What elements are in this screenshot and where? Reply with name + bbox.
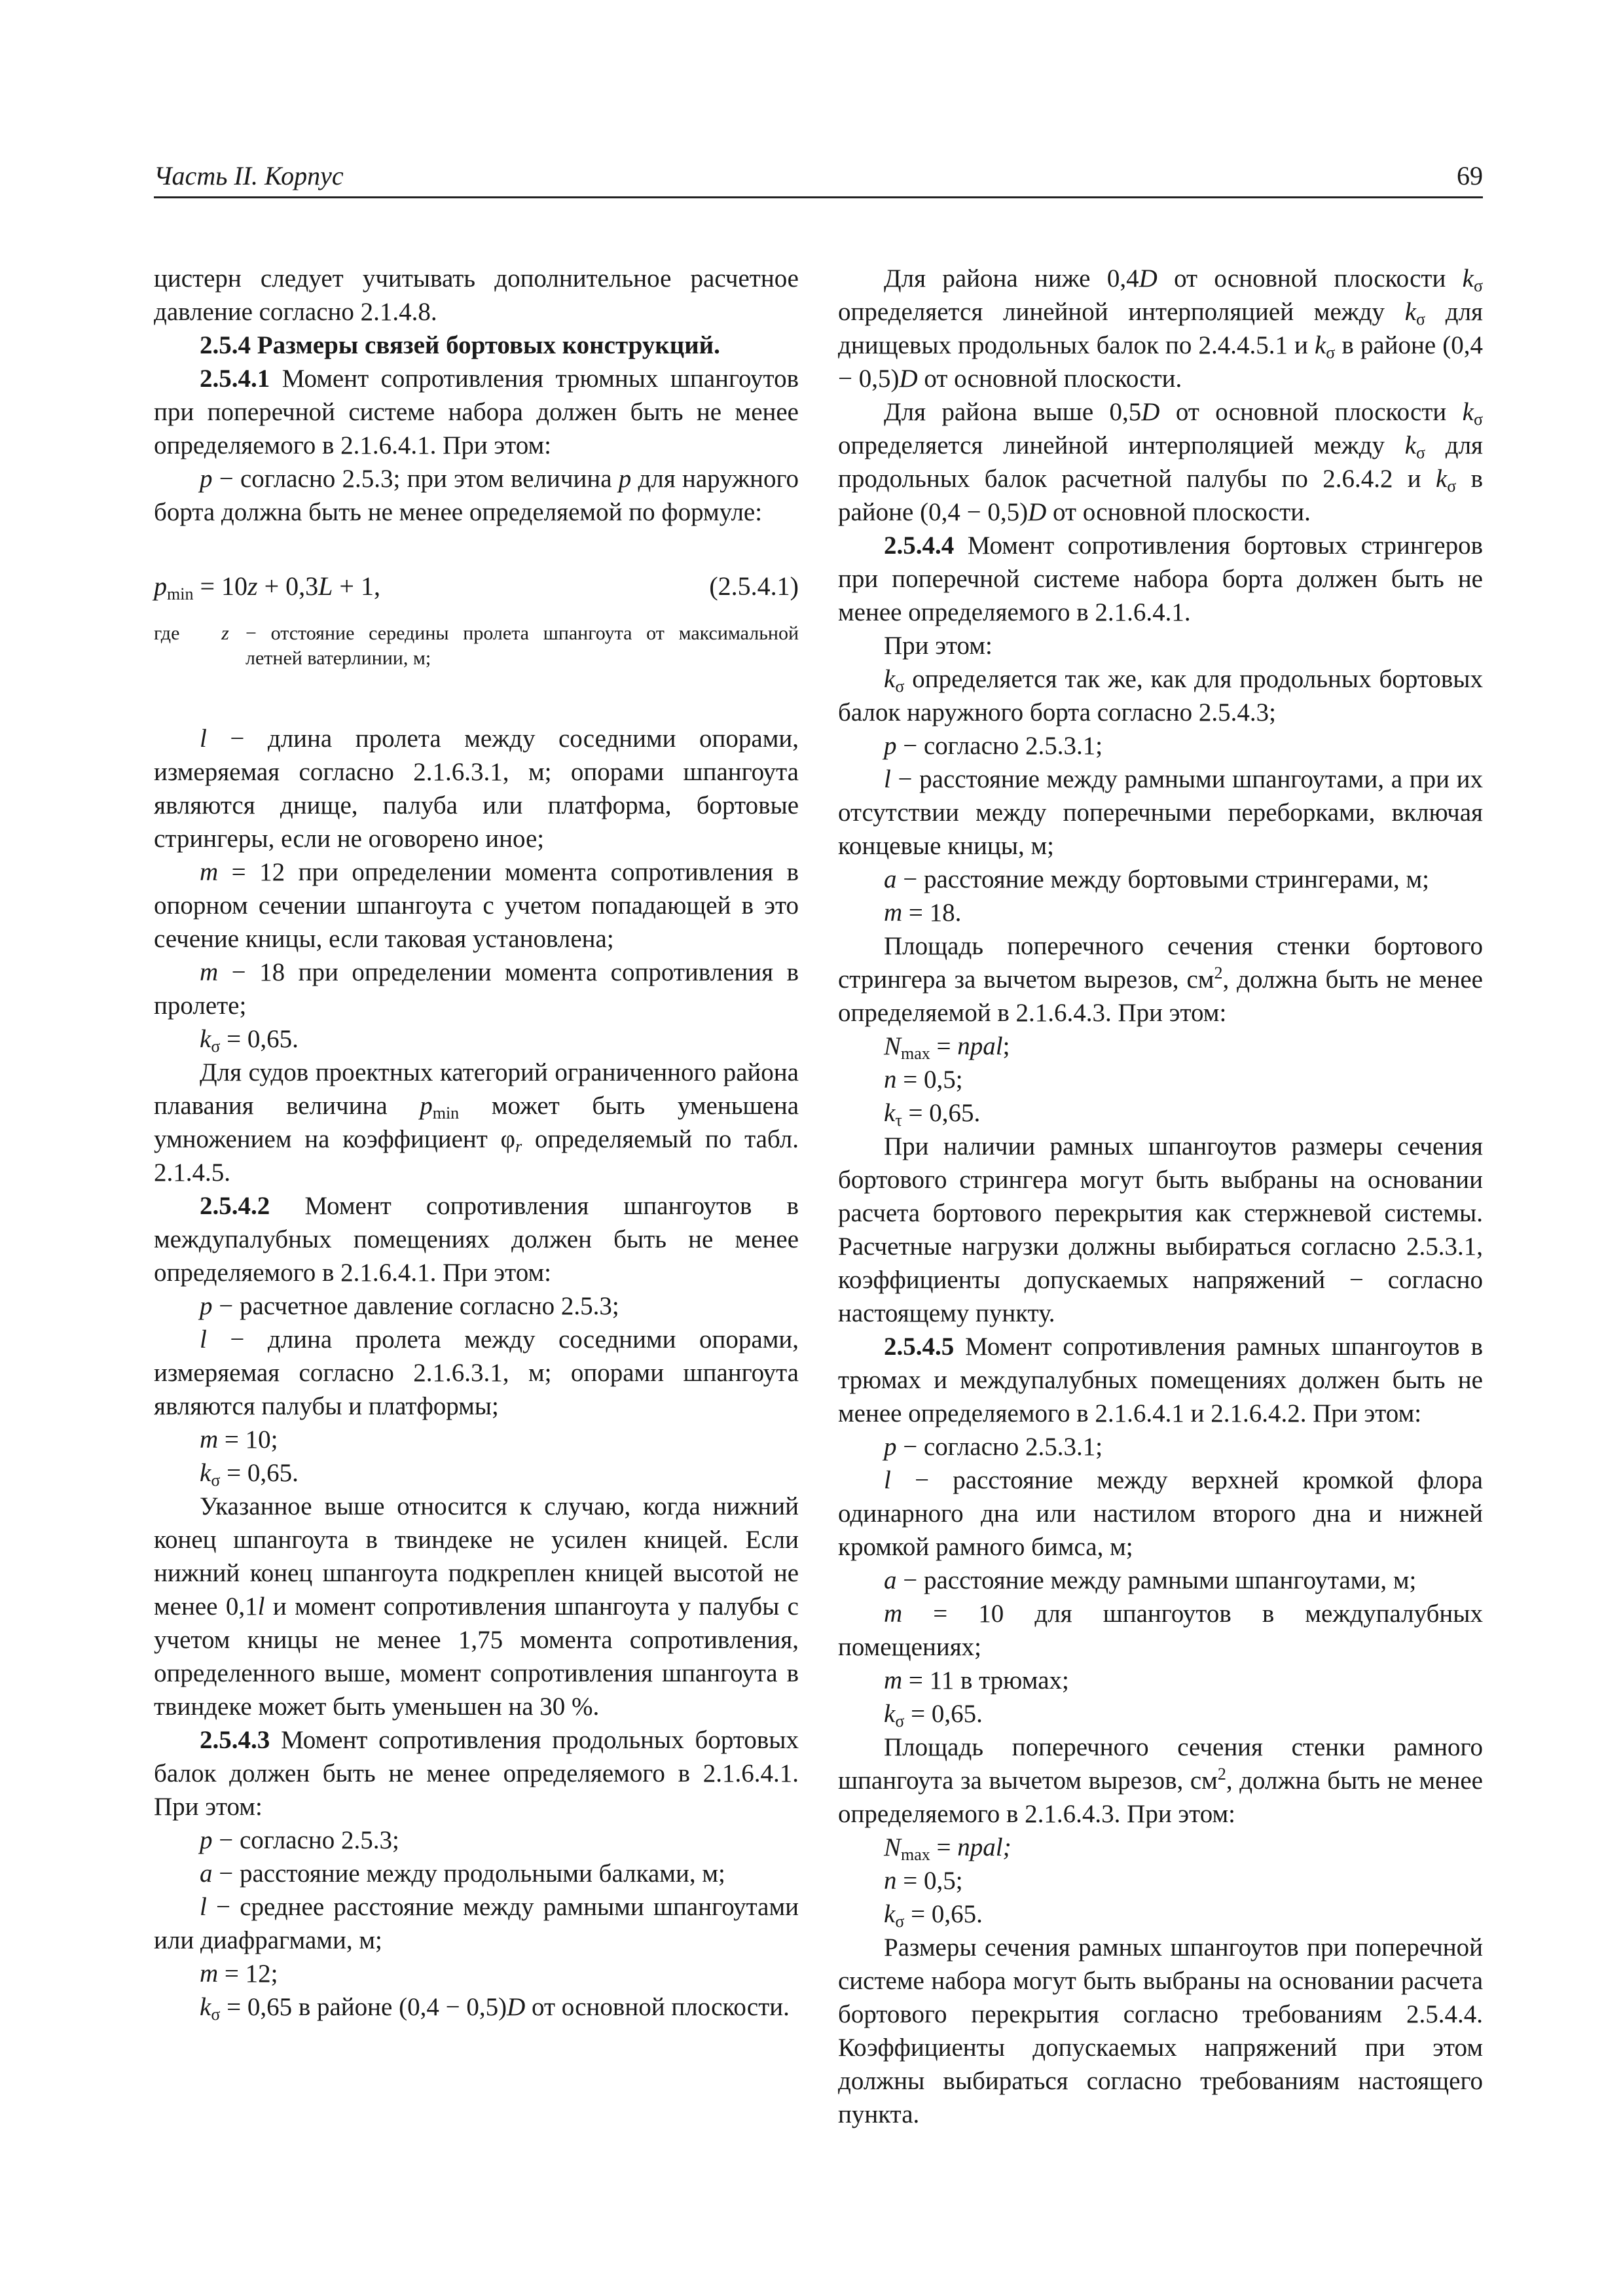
paragraph-area: Площадь поперечного сечения стенки бортового стрингера за вычетом вырезов, $см^2$, должна быть не менее определяемой в 2.1.6.4.3. При этом: — [838, 932, 1483, 1027]
definition-p: p − согласно 2.5.3.1; — [884, 1433, 1103, 1461]
definition-k-tau: $k_\tau = 0,65$. — [884, 1099, 981, 1130]
definition-l: l − среднее расстояние между рамными шпангоутами или диафрагмами, м; — [154, 1893, 799, 1954]
formula-2541 — [154, 569, 799, 603]
definition-p: p − согласно 2.5.3; — [200, 1826, 399, 1854]
definition-m: m = 18. — [884, 899, 962, 927]
definition-p: p − расчетное давление согласно 2.5.3; — [200, 1292, 619, 1320]
definition-m: m = 12 при определении момента сопротивления в опорном сечении шпангоута с учетом попадающей в это сечение кницы, если таковая установлена; — [154, 858, 799, 953]
definition-n: n = 0,5; — [884, 1066, 963, 1094]
page-number: 69 — [1457, 161, 1483, 190]
definition-p: p − согласно 2.5.3.1; — [884, 732, 1103, 760]
definition-m: m = 10 для шпангоутов в междупалубных помещениях; — [838, 1600, 1483, 1661]
definition-n: n = 0,5; — [884, 1867, 963, 1895]
left-column — [154, 262, 799, 2024]
definition-m: m = 11 в трюмах; — [884, 1666, 1069, 1695]
definition-a: a − расстояние между продольными балками, м; — [200, 1859, 725, 1888]
paragraph: При этом: — [884, 632, 993, 660]
paragraph: цистерн следует учитывать дополнительное расчетное давление согласно 2.1.4.8. — [154, 264, 799, 326]
paragraph-frames: При наличии рамных шпангоутов размеры сечения бортового стрингера могут быть выбраны на основании расчета бортового перекрытия как стержневой системы. Расчетные нагрузки должны выбираться согласно 2.5.3.1, коэффициенты допускаемых напряжений − согласно настоящему пункту. — [838, 1132, 1483, 1327]
where-note: где z − отстояние середины пролета шпангоута от максимальной летней ватерлинии, м; — [154, 622, 799, 669]
section-heading: 2.5.4 Размеры связей бортовых конструкций. — [200, 331, 720, 359]
definition-a: a − расстояние между бортовыми стрингерами, м; — [884, 865, 1429, 893]
definition-k: $k_\sigma$ определяется так же, как для продольных бортовых балок наружного борта согласно 2.5.4.3; — [838, 665, 1483, 726]
definition-l: l − расстояние между рамными шпангоутами, а при их отсутствии между поперечными переборками, включая концевые кницы, м; — [838, 765, 1483, 860]
paragraph-final: Размеры сечения рамных шпангоутов при поперечной системе набора могут быть выбраны на основании расчета бортового перекрытия согласно требованиям 2.5.4.4. Коэффициенты допускаемых напряжений при этом должны выбираться согласно требованиям настоящего пункта. — [838, 1933, 1483, 2128]
right-column — [838, 262, 1483, 2131]
formula-expression: $p_{min} = 10z + 0,3L + 1$, — [154, 571, 380, 603]
paragraph-note: Указанное выше относится к случаю, когда нижний конец шпангоута в твиндеке не усилен кницей. Если нижний конец шпангоута подкреплен кницей высотой не менее 0,1l и момент сопротивления шпангоута у палубы с учетом кницы не менее 1,75 момента сопротивления, определенного выше, момент сопротивления шпангоута в твиндеке может быть уменьшен на 30 %. — [154, 1492, 799, 1721]
equation-number: (2.5.4.1) — [709, 571, 799, 601]
definition-m: m = 10; — [200, 1426, 278, 1454]
paragraph-2541: 2.5.4.1 Момент сопротивления трюмных шпангоутов при поперечной системе набора должен быть не менее определяемого в 2.1.6.4.1. При этом: — [154, 365, 799, 459]
running-head: Часть II. Корпус — [154, 161, 344, 190]
paragraph-restricted: Для судов проектных категорий ограниченного района плавания величина $p_{min}$ может быть уменьшена умножением на коэффициент $\varphi_r$ определяемый по табл. 2.1.4.5. — [154, 1058, 799, 1187]
paragraph-above: Для района выше 0,5D от основной плоскости $k_\sigma$ определяется линейной интерполяцией между $k_\sigma$ для продольных балок расчетной палубы по 2.6.4.2 и $k_\sigma$ в районе (0,4 − 0,5)D от основной плоскости. — [838, 398, 1483, 526]
page-header — [154, 156, 1483, 198]
definition-k: $k_\sigma = 0,65$. — [884, 1900, 983, 1931]
definition-m: m − 18 при определении момента сопротивления в пролете; — [154, 958, 799, 1020]
definition-k: $k_\sigma = 0,65$. — [200, 1459, 299, 1490]
paragraph-area: Площадь поперечного сечения стенки рамного шпангоута за вычетом вырезов, $см^2$, должна быть не менее определяемого в 2.1.6.4.3. При этом: — [838, 1733, 1483, 1828]
definition-N: $N_{max}$ = npal; — [884, 1833, 1012, 1864]
definition-k: $k_\sigma = 0,65$ в районе (0,4 − 0,5)D от основной плоскости. — [200, 1993, 790, 2024]
paragraph-2542: 2.5.4.2 Момент сопротивления шпангоутов в междупалубных помещениях должен быть не менее определяемого в 2.1.6.4.1. При этом: — [154, 1192, 799, 1287]
definition-k: $k_\sigma = 0,65$. — [884, 1700, 983, 1731]
definition-l: l − длина пролета между соседними опорами, измеряемая согласно 2.1.6.3.1, м; опорами шпангоута являются днище, палуба или платформа, бортовые стрингеры, если не оговорено иное; — [154, 725, 799, 853]
definition-m: m = 12; — [200, 1960, 278, 1988]
definition-l: l − расстояние между верхней кромкой флора одинарного дна или настилом второго дна и нижней кромкой рамного бимса, м; — [838, 1466, 1483, 1561]
paragraph-2545: 2.5.4.5 Момент сопротивления рамных шпангоутов в трюмах и междупалубных помещениях должен быть не менее определяемого в 2.1.6.4.1 и 2.1.6.4.2. При этом: — [838, 1333, 1483, 1427]
paragraph-2543: 2.5.4.3 Момент сопротивления продольных бортовых балок должен быть не менее определяемого в 2.1.6.4.1. При этом: — [154, 1726, 799, 1821]
definition-N: $N_{max}$ = npal; — [884, 1032, 1010, 1063]
definition-p: p − согласно 2.5.3; при этом величина p для наружного борта должна быть не менее определяемой по формуле: — [154, 465, 799, 526]
definition-k: $k_\sigma = 0,65$. — [200, 1025, 299, 1056]
definition-l: l − длина пролета между соседними опорами, измеряемая согласно 2.1.6.3.1, м; опорами шпангоута являются палубы и платформы; — [154, 1325, 799, 1420]
paragraph-2544: 2.5.4.4 Момент сопротивления бортовых стрингеров при поперечной системе набора борта должен быть не менее определяемого в 2.1.6.4.1. — [838, 531, 1483, 626]
definition-a: a − расстояние между рамными шпангоутами, м; — [884, 1566, 1417, 1594]
paragraph-below: Для района ниже 0,4D от основной плоскости $k_\sigma$ определяется линейной интерполяцией между $k_\sigma$ для днищевых продольных балок по 2.4.4.5.1 и $k_\sigma$ в районе (0,4 − 0,5)D от основной плоскости. — [838, 264, 1483, 393]
